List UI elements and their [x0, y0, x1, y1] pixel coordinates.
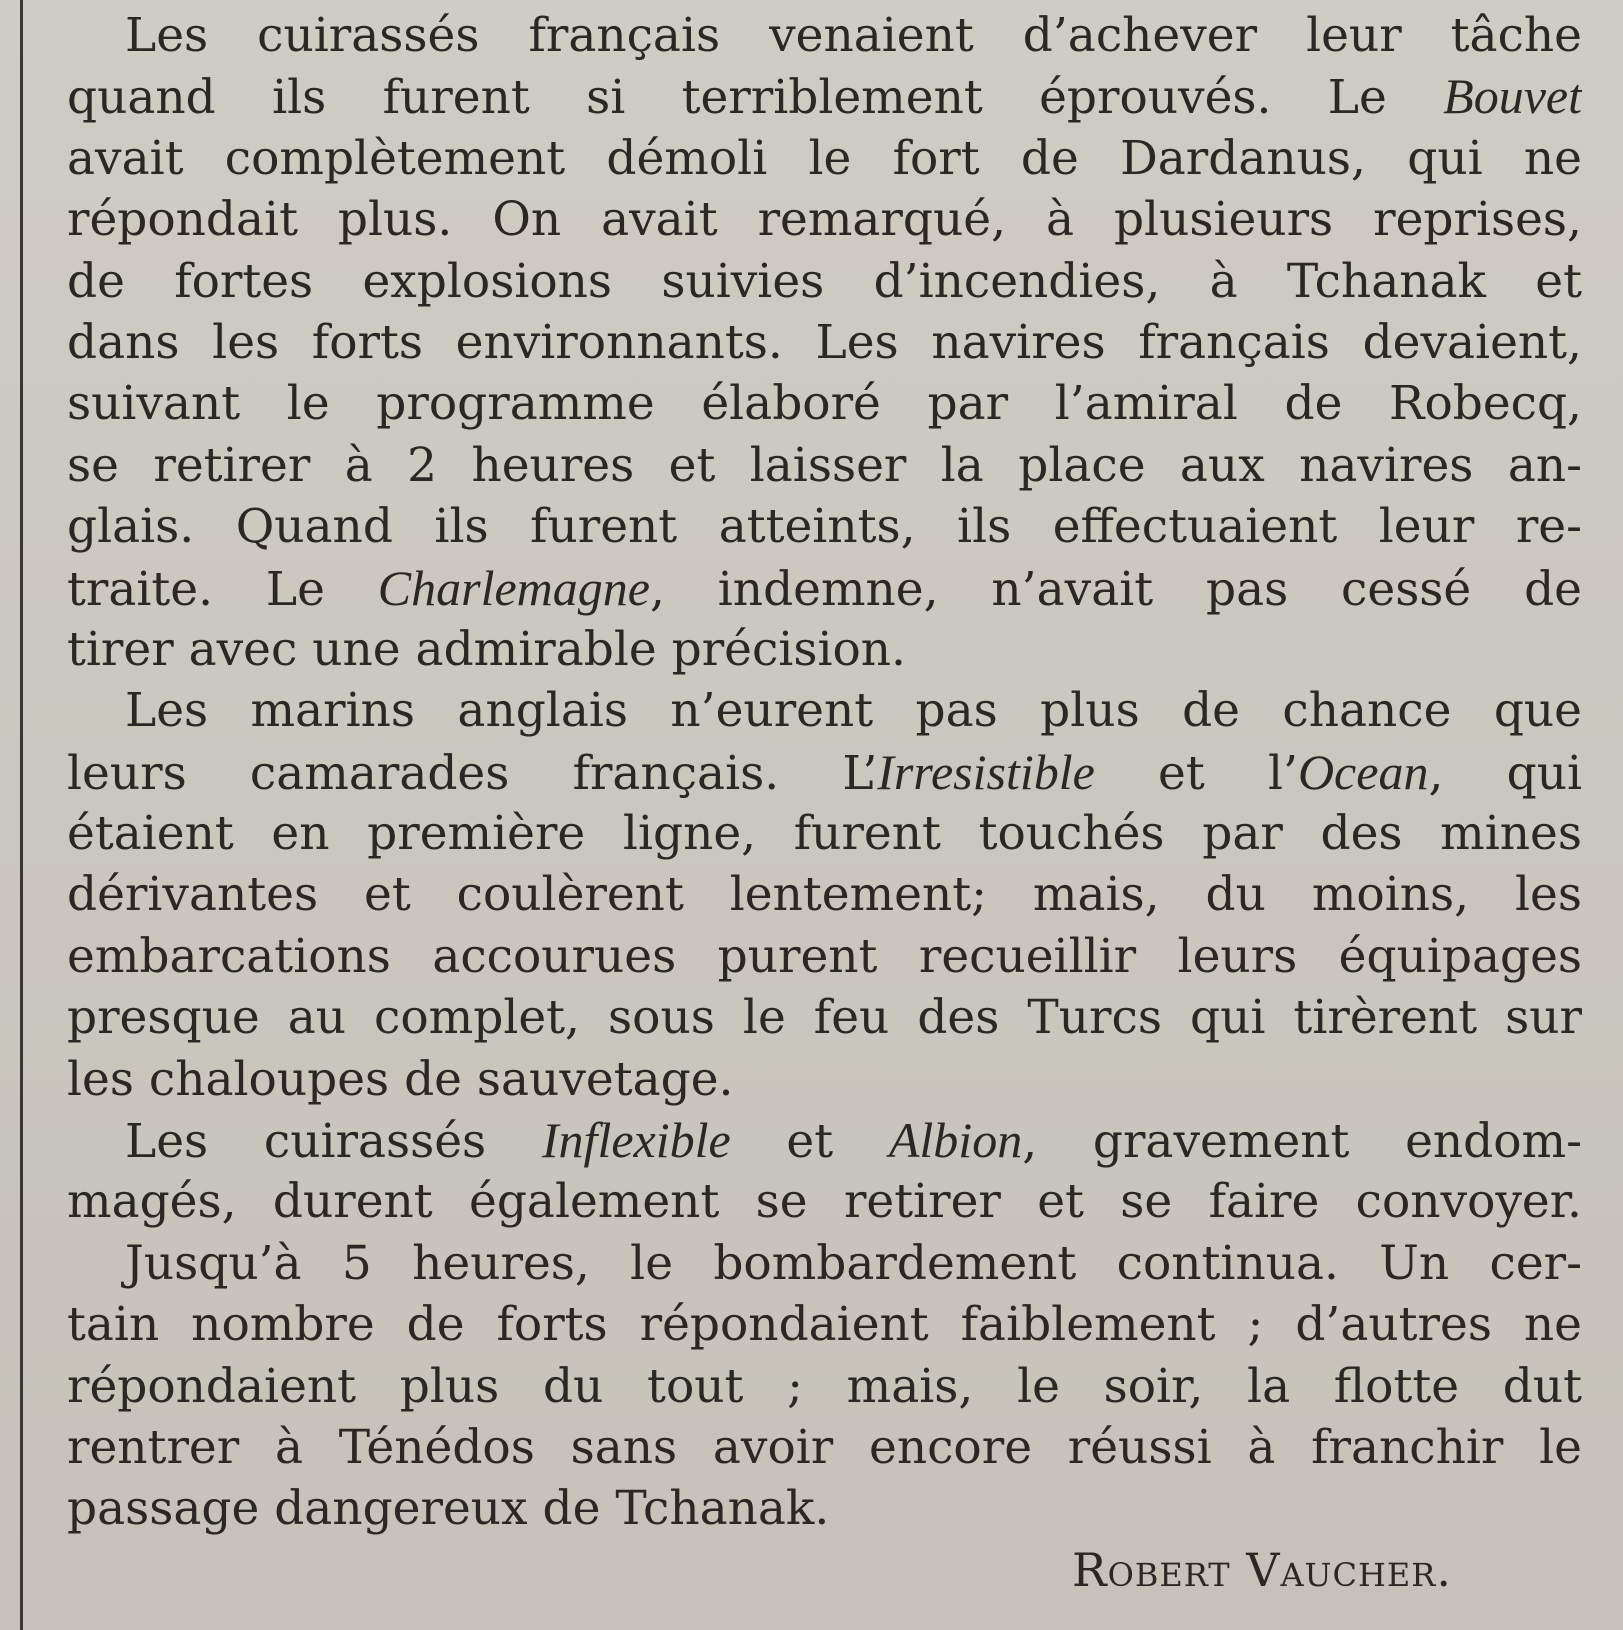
text-line: leurs camarades français. L’Irresistible et l’Ocean, qui	[67, 743, 1582, 801]
text-line: Jusqu’à 5 heures, le bombardement continua. Un cer-	[125, 1235, 1582, 1291]
text-line: répondait plus. On avait remarqué, à plusieurs reprises,	[67, 192, 1582, 248]
paragraph-3	[67, 1110, 1582, 1233]
text-line: de fortes explosions suivies d’incendies, à Tchanak et	[67, 253, 1582, 309]
column-rule	[20, 0, 23, 1630]
author-signature: Robert Vaucher.	[1071, 1542, 1452, 1597]
text-line: Les marins anglais n’eurent pas plus de chance que	[125, 683, 1582, 739]
ship-name: Ocean	[1297, 743, 1429, 800]
text-line: Les cuirassés français venaient d’achever leur tâche	[125, 8, 1582, 63]
text-line: quand ils furent si terriblement éprouvés. Le Bouvet	[67, 68, 1582, 126]
article-column	[67, 5, 1582, 1601]
text-line: dérivantes et coulèrent lentement; mais, du moins, les	[67, 867, 1582, 923]
paragraph-2	[67, 680, 1582, 1110]
paragraph-4	[67, 1233, 1582, 1540]
ship-name: Bouvet	[1443, 68, 1582, 125]
text-line: suivant le programme élaboré par l’amiral de Robecq,	[67, 376, 1582, 432]
text-line: passage dangereux de Tchanak.	[67, 1481, 830, 1537]
text-line: traite. Le Charlemagne, indemne, n’avait pas cessé de	[67, 559, 1582, 617]
ship-name: Albion	[888, 1112, 1023, 1169]
text-line: tirer avec une admirable précision.	[67, 621, 907, 677]
text-line: avait complètement démoli le fort de Dardanus, qui ne	[67, 130, 1582, 186]
text-line: presque au complet, sous le feu des Turcs qui tirèrent sur	[67, 990, 1582, 1046]
text-line: tain nombre de forts répondaient faiblement ; d’autres ne	[67, 1297, 1582, 1353]
text-line: magés, durent également se retirer et se faire convoyer.	[67, 1174, 1582, 1230]
text-line: dans les forts environnants. Les navires français devaient,	[67, 314, 1582, 370]
text-line: embarcations accourues purent recueillir leurs équipages	[67, 928, 1582, 984]
ship-name: Inflexible	[541, 1112, 731, 1169]
text-line: Les cuirassés Inflexible et Albion, gravement endom-	[125, 1112, 1582, 1170]
ship-name: Irresistible	[877, 743, 1095, 800]
text-line: les chaloupes de sauvetage.	[67, 1051, 734, 1107]
text-line: rentrer à Ténédos sans avoir encore réussi à franchir le	[67, 1419, 1582, 1475]
text-line: glais. Quand ils furent atteints, ils effectuaient leur re-	[67, 499, 1582, 555]
text-line: se retirer à 2 heures et laisser la place aux navires an-	[67, 437, 1582, 493]
text-line: répondaient plus du tout ; mais, le soir, la flotte dut	[67, 1358, 1582, 1414]
paragraph-1	[67, 5, 1582, 680]
ship-name: Charlemagne	[377, 559, 650, 616]
text-line: étaient en première ligne, furent touchés par des mines	[67, 806, 1582, 862]
